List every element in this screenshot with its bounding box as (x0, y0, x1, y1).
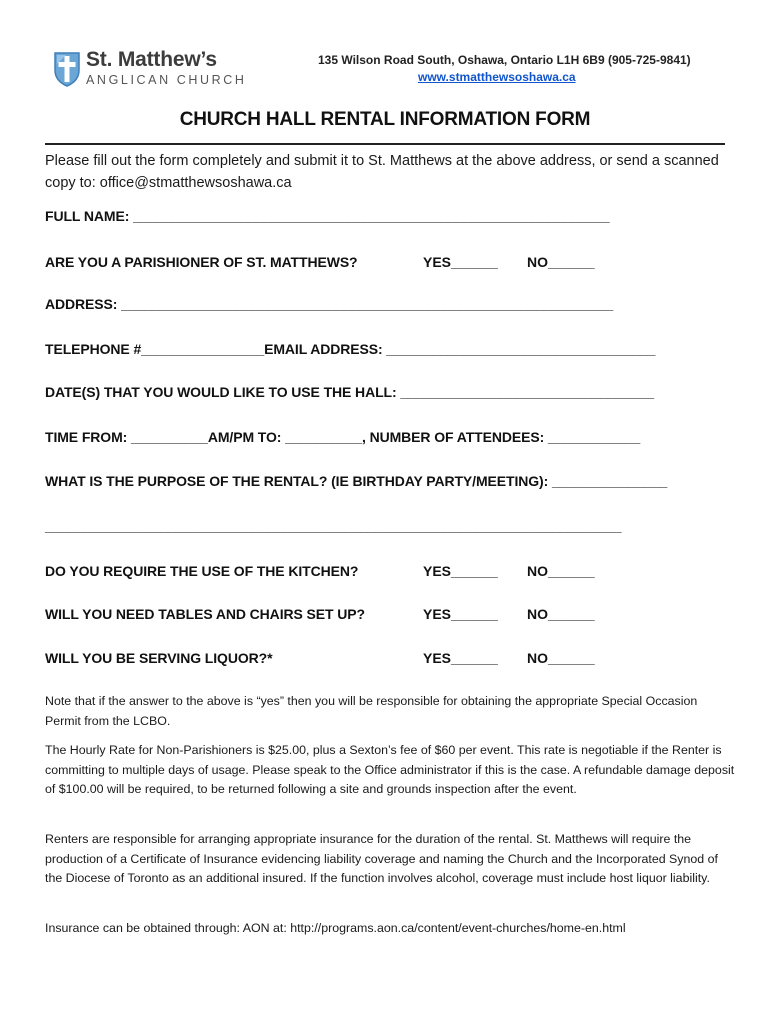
liquor-permit-note: Note that if the answer to the above is “yes” then you will be responsible for obtaining the appropriate Special Occasion Permit from the LCBO. (45, 694, 698, 728)
purpose-field[interactable]: WHAT IS THE PURPOSE OF THE RENTAL? (IE BIRTHDAY PARTY/MEETING): _______________ (45, 473, 668, 489)
tables-yes[interactable]: YES______ (423, 606, 498, 622)
tables-question: WILL YOU NEED TABLES AND CHAIRS SET UP? (45, 606, 365, 622)
kitchen-question: DO YOU REQUIRE THE USE OF THE KITCHEN? (45, 563, 359, 579)
parishioner-no[interactable]: NO______ (527, 254, 595, 270)
kitchen-yes[interactable]: YES______ (423, 563, 498, 579)
hourly-rate-note: The Hourly Rate for Non-Parishioners is $25.00, plus a Sexton’s fee of $60 per event. This rate is negotiable if the Renter is committing to multiple days of usage. Please speak to the Office administrator if this is the case. A refundable damage deposit of $100.00 will be required, to be returned following a site and grounds inspection after the event. (45, 743, 735, 796)
address-field[interactable]: ADDRESS: ________________________________________________________________ (45, 296, 614, 312)
cross-shield-icon (52, 50, 82, 88)
liquor-no[interactable]: NO______ (527, 650, 595, 666)
form-title: CHURCH HALL RENTAL INFORMATION FORM (179, 109, 591, 130)
parishioner-question: ARE YOU A PARISHIONER OF ST. MATTHEWS? (45, 254, 358, 270)
liquor-yes[interactable]: YES______ (423, 650, 498, 666)
tables-no[interactable]: NO______ (527, 606, 595, 622)
church-logo (52, 48, 252, 92)
church-address: 135 Wilson Road South, Oshawa, Ontario L1H 6B9 (905-725-9841) (318, 53, 691, 67)
insurance-note: Renters are responsible for arranging appropriate insurance for the duration of the rental. St. Matthews will require the production of a Certificate of Insurance evidencing liability coverage and naming the Church and the Incorporated Synod of the Diocese of Toronto as an additional insured. If the function involves alcohol, coverage must include host liquor liability. (45, 832, 718, 885)
kitchen-no[interactable]: NO______ (527, 563, 595, 579)
dates-field[interactable]: DATE(S) THAT YOU WOULD LIKE TO USE THE HALL: _________________________________ (45, 384, 654, 400)
liquor-question: WILL YOU BE SERVING LIQUOR?* (45, 650, 273, 666)
intro-text: Please fill out the form completely and submit it to St. Matthews at the above address, or send a scanned copy to: office@stmatthewsoshawa.ca (45, 153, 719, 191)
purpose-extra-line[interactable]: ___________________________________________________________________________ (45, 518, 622, 534)
full-name-field[interactable]: FULL NAME: ______________________________________________________________ (45, 208, 610, 224)
church-subtitle: ANGLICAN CHURCH (86, 73, 247, 87)
telephone-email-field[interactable]: TELEPHONE #________________EMAIL ADDRESS: ___________________________________ (45, 341, 656, 357)
church-website-link[interactable]: www.stmatthewsoshawa.ca (418, 70, 576, 84)
time-attendees-field[interactable]: TIME FROM: __________AM/PM TO: __________, NUMBER OF ATTENDEES: ____________ (45, 429, 641, 445)
title-divider (45, 143, 725, 145)
aon-insurance-note: Insurance can be obtained through: AON at: http://programs.aon.ca/content/event-churches/home-en.html (45, 921, 626, 935)
church-name: St. Matthew’s (86, 48, 217, 71)
parishioner-yes[interactable]: YES______ (423, 254, 498, 270)
